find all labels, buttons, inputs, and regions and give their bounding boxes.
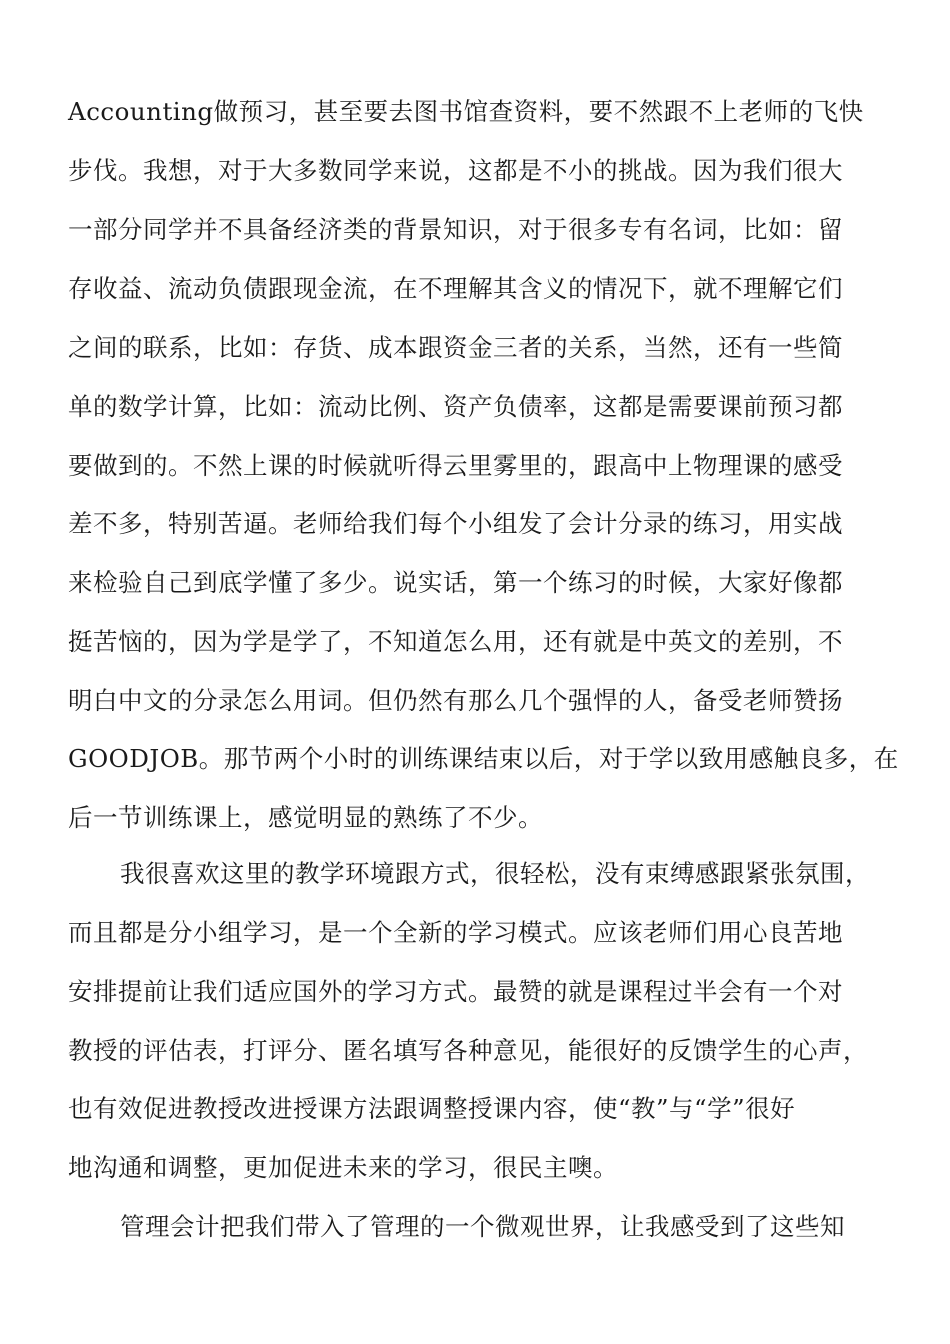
text-line: 之间的联系，比如：存货、成本跟资金三者的关系，当然，还有一些简 bbox=[68, 333, 843, 362]
text-line: Accounting做预习，甚至要去图书馆查资料，要不然跟不上老师的飞快 bbox=[68, 97, 864, 126]
text-line: 明白中文的分录怎么用词。但仍然有那么几个强悍的人，备受老师赞扬 bbox=[68, 686, 843, 715]
text-line: 教授的评估表，打评分、匿名填写各种意见，能很好的反馈学生的心声， bbox=[68, 1036, 868, 1065]
paragraph-first-line: 我很喜欢这里的教学环境跟方式，很轻松，没有束缚感跟紧张氛围， bbox=[120, 859, 870, 888]
text-line: 地沟通和调整，更加促进未来的学习，很民主噢。 bbox=[68, 1153, 618, 1182]
text-line: 也有效促进教授改进授课方法跟调整授课内容，使“教”与“学”很好 bbox=[68, 1094, 796, 1123]
text-line: 一部分同学并不具备经济类的背景知识，对于很多专有名词，比如：留 bbox=[68, 215, 843, 244]
text-line: 挺苦恼的，因为学是学了，不知道怎么用，还有就是中英文的差别，不 bbox=[68, 627, 843, 656]
text-line: GOODJOB。那节两个小时的训练课结束以后，对于学以致用感触良多，在 bbox=[68, 744, 899, 773]
text-line: 来检验自己到底学懂了多少。说实话，第一个练习的时候，大家好像都 bbox=[68, 568, 843, 597]
text-line: 单的数学计算，比如：流动比例、资产负债率，这都是需要课前预习都 bbox=[68, 392, 843, 421]
text-line: 安排提前让我们适应国外的学习方式。最赞的就是课程过半会有一个对 bbox=[68, 977, 843, 1006]
text-line: 存收益、流动负债跟现金流，在不理解其含义的情况下，就不理解它们 bbox=[68, 274, 843, 303]
text-line: 后一节训练课上，感觉明显的熟练了不少。 bbox=[68, 803, 543, 832]
text-line: 步伐。我想，对于大多数同学来说，这都是不小的挑战。因为我们很大 bbox=[68, 156, 843, 185]
paragraph-first-line: 管理会计把我们带入了管理的一个微观世界，让我感受到了这些知 bbox=[120, 1212, 845, 1241]
text-line: 而且都是分小组学习，是一个全新的学习模式。应该老师们用心良苦地 bbox=[68, 918, 843, 947]
text-line: 差不多，特别苦逼。老师给我们每个小组发了会计分录的练习，用实战 bbox=[68, 509, 843, 538]
text-line: 要做到的。不然上课的时候就听得云里雾里的，跟高中上物理课的感受 bbox=[68, 451, 843, 480]
